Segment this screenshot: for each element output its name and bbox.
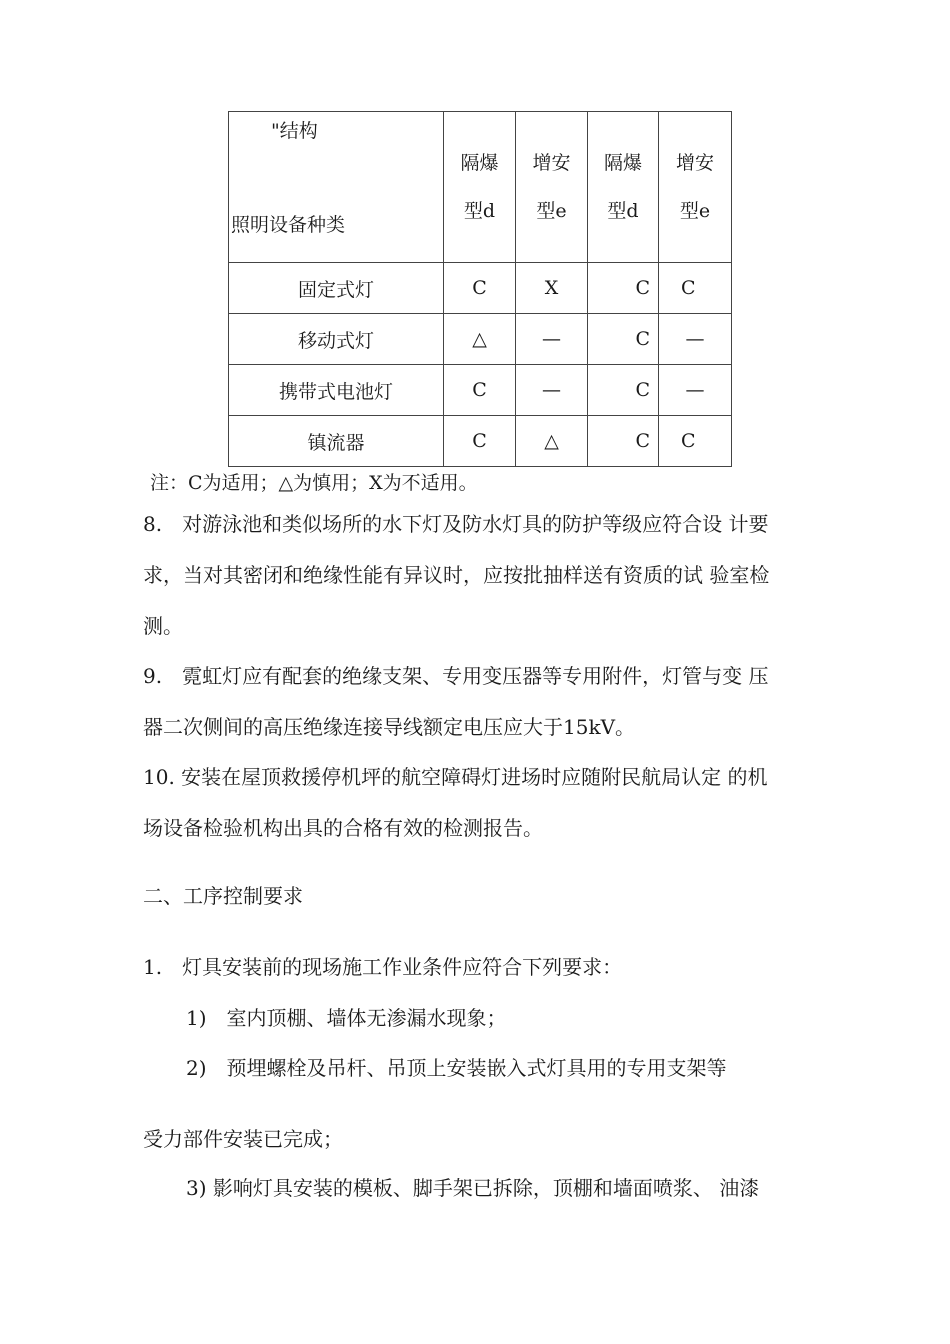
table-cell: C xyxy=(444,416,516,467)
table-row xyxy=(229,365,732,416)
table-note: 注：C为适用；△为慎用；X为不适用。 xyxy=(150,472,478,494)
table-row xyxy=(229,416,732,467)
sub-item-3: 3) 影响灯具安装的模板、脚手架已拆除，顶棚和墙面喷浆、 油漆 xyxy=(186,1176,760,1200)
header-diagonal-cell xyxy=(229,112,444,263)
header-col-3 xyxy=(588,112,659,263)
header-col-1 xyxy=(444,112,516,263)
table-cell: X xyxy=(516,263,588,314)
table-cell: C xyxy=(588,314,659,365)
row-name: 携带式电池灯 xyxy=(229,365,444,416)
requirement-1: 1. 灯具安装前的现场施工作业条件应符合下列要求： xyxy=(143,955,623,979)
item-10-line-1: 10. 安装在屋顶救援停机坪的航空障碍灯进场时应随附民航局认定 的机 xyxy=(143,765,768,789)
header-col-line-1: 增安 xyxy=(675,152,714,174)
row-name: 镇流器 xyxy=(229,416,444,467)
header-col-text xyxy=(444,139,515,235)
sub-item-1: 1) 室内顶棚、墙体无渗漏水现象； xyxy=(186,1006,507,1030)
item-8-line-3: 测。 xyxy=(143,614,183,638)
table-cell: C xyxy=(659,416,732,467)
sub-item-2: 2) 预埋螺栓及吊杆、吊顶上安装嵌入式灯具用的专用支架等 xyxy=(186,1056,727,1080)
header-col-line-2: 型d xyxy=(607,200,639,222)
table-cell: △ xyxy=(516,416,588,467)
item-8-line-1: 8. 对游泳池和类似场所的水下灯及防水灯具的防护等级应符合设 计要 xyxy=(143,512,769,536)
header-col-line-1: 增安 xyxy=(532,152,571,174)
table-row xyxy=(229,314,732,365)
header-col-4 xyxy=(659,112,732,263)
header-col-line-2: 型e xyxy=(536,200,567,222)
section-heading: 二、工序控制要求 xyxy=(143,884,303,908)
header-col-line-2: 型e xyxy=(679,200,711,222)
header-col-text xyxy=(516,139,587,235)
header-col-line-2: 型d xyxy=(463,200,496,222)
table-cell: C xyxy=(588,416,659,467)
header-col-line-1: 隔爆 xyxy=(460,152,499,174)
table-header-row xyxy=(229,112,732,263)
item-9-line-1: 9. 霓虹灯应有配套的绝缘支架、专用变压器等专用附件，灯管与变 压 xyxy=(143,664,769,688)
header-kind-label: 照明设备种类 xyxy=(231,214,346,236)
lighting-equipment-table xyxy=(228,111,732,467)
row-name: 移动式灯 xyxy=(229,314,444,365)
table-cell: — xyxy=(659,365,732,416)
table-cell: C xyxy=(444,365,516,416)
sub-item-2-continued: 受力部件安装已完成； xyxy=(143,1127,343,1151)
table-cell: — xyxy=(516,314,588,365)
item-9-line-2: 器二次侧间的高压绝缘连接导线额定电压应大于15kV。 xyxy=(143,715,636,739)
header-col-text xyxy=(588,139,658,235)
table-cell: C xyxy=(588,365,659,416)
table-cell: — xyxy=(659,314,732,365)
header-col-2 xyxy=(516,112,588,263)
table-cell: C xyxy=(444,263,516,314)
header-col-line-1: 隔爆 xyxy=(603,152,642,174)
table-cell: △ xyxy=(444,314,516,365)
header-col-text xyxy=(659,139,731,235)
table-row xyxy=(229,263,732,314)
table-cell: C xyxy=(588,263,659,314)
row-name: 固定式灯 xyxy=(229,263,444,314)
table-cell: — xyxy=(516,365,588,416)
header-structure-label: "结构 xyxy=(271,120,318,142)
item-10-line-2: 场设备检验机构出具的合格有效的检测报告。 xyxy=(143,816,543,840)
table-cell: C xyxy=(659,263,732,314)
item-8-line-2: 求，当对其密闭和绝缘性能有异议时，应按批抽样送有资质的试 验室检 xyxy=(143,563,770,587)
